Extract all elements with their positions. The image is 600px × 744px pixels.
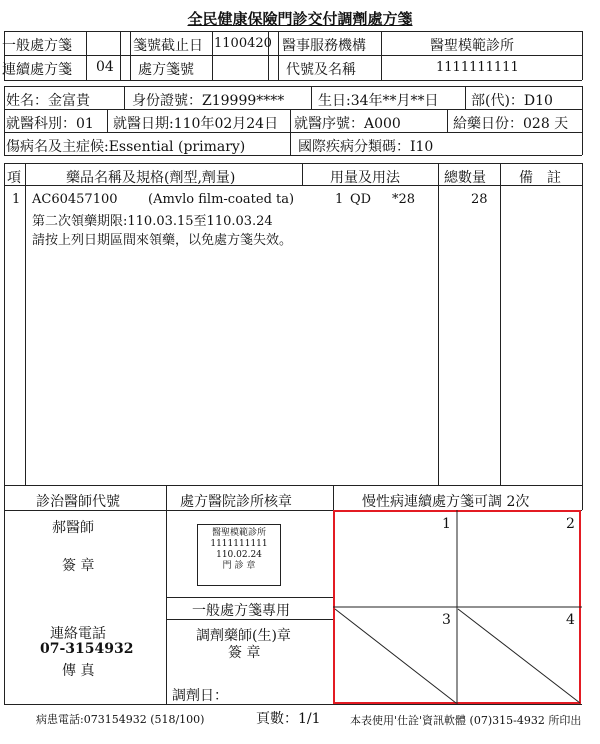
visit-date: 就醫日期:110年02月24日 bbox=[113, 116, 279, 132]
total-quantity: 28 bbox=[471, 192, 488, 207]
drug-name: (Amvlo film-coated ta) bbox=[148, 192, 295, 207]
refill-box-4-number: 4 bbox=[566, 612, 575, 628]
patient-id: 身份證號：Z19999**** bbox=[132, 93, 285, 109]
stamp-date: 110.02.24 bbox=[216, 550, 262, 560]
institution-name: 醫聖模範診所 bbox=[430, 38, 514, 54]
days-supply: *28 bbox=[392, 192, 416, 207]
chronic-rx-number: 04 bbox=[96, 59, 114, 75]
refill-instruction-note: 請按上列日期區間來領藥，以免處方箋失效。 bbox=[32, 233, 293, 248]
stamp-clinic-code: 1111111111 bbox=[210, 539, 268, 549]
diagnosis: 傷病名及主症候:Essential (primary) bbox=[6, 139, 246, 155]
chronic-rx-label: 連續處方箋 bbox=[2, 62, 72, 78]
col-header-item: 項 bbox=[7, 170, 21, 186]
rx-number-label: 處方箋號 bbox=[138, 62, 194, 78]
refill-box-1-number: 1 bbox=[442, 516, 451, 532]
deadline-value: 1100420 bbox=[214, 36, 272, 51]
doctor-sign-label: 簽 章 bbox=[62, 558, 95, 574]
dose: 1 bbox=[335, 192, 344, 207]
col-header-usage: 用量及用法 bbox=[330, 170, 400, 186]
dispense-date-label: 調劑日： bbox=[172, 688, 228, 704]
general-rx-label: 一般處方箋 bbox=[2, 38, 72, 54]
col-header-total: 總數量 bbox=[444, 170, 486, 186]
frequency: QD bbox=[350, 192, 372, 207]
refill-count-header: 慢性病連續處方箋可調 2次 bbox=[362, 494, 530, 510]
visit-category: 就醫科別：01 bbox=[6, 116, 94, 132]
pharmacist-sign-label: 簽 章 bbox=[228, 645, 261, 661]
visit-sequence: 就醫序號：A000 bbox=[294, 116, 401, 132]
department-code: 部(代)：D10 bbox=[471, 93, 553, 109]
page-count: 頁數：1/1 bbox=[256, 711, 321, 727]
pharmacist-stamp-label: 調劑藥師(生)章 bbox=[196, 628, 291, 644]
stamp-clinic-name: 醫聖模範診所 bbox=[211, 528, 266, 538]
patient-name: 姓名：金富貴 bbox=[6, 93, 90, 109]
patient-birthdate: 生日:34年**月**日 bbox=[318, 93, 439, 109]
drug-code: AC60457100 bbox=[32, 192, 118, 207]
refill-box-2-number: 2 bbox=[566, 516, 575, 532]
institution-label: 醫事服務機構 bbox=[282, 38, 366, 54]
institution-code-label: 代號及名稱 bbox=[286, 62, 356, 78]
institution-code: 1111111111 bbox=[436, 60, 519, 75]
contact-phone-label: 連絡電話 bbox=[50, 626, 106, 642]
stamp-seal-label: 門 診 章 bbox=[222, 561, 256, 571]
contact-phone-number: 07-3154932 bbox=[40, 641, 134, 657]
page-title: 全民健康保險門診交付調劑處方箋 bbox=[187, 10, 413, 28]
general-rx-only-label: 一般處方箋專用 bbox=[192, 603, 290, 619]
fax-label: 傳 真 bbox=[62, 663, 95, 679]
doctor-name: 郝醫師 bbox=[52, 520, 94, 536]
dispense-days: 給藥日份：028 天 bbox=[453, 116, 569, 132]
hospital-stamp-header: 處方醫院診所核章 bbox=[180, 494, 292, 510]
col-header-drug: 藥品名稱及規格(劑型,劑量) bbox=[66, 170, 236, 186]
row-item-number: 1 bbox=[12, 192, 21, 207]
refill-period-note: 第二次領藥期限:110.03.15至110.03.24 bbox=[32, 214, 273, 229]
software-note: 本表使用'仕詮'資訊軟體 (07)315-4932 所印出 bbox=[350, 714, 582, 727]
refill-box-3-number: 3 bbox=[442, 612, 451, 628]
deadline-label: 箋號截止日 bbox=[133, 38, 203, 54]
doctor-code-header: 診治醫師代號 bbox=[36, 494, 120, 510]
refill-box-4-slash bbox=[458, 609, 580, 703]
col-header-note: 備 註 bbox=[519, 170, 561, 186]
refill-box-3-slash bbox=[335, 609, 456, 703]
patient-phone: 病患電話:073154932 (518/100) bbox=[36, 713, 205, 726]
icd-code: 國際疾病分類碼：I10 bbox=[298, 139, 434, 155]
